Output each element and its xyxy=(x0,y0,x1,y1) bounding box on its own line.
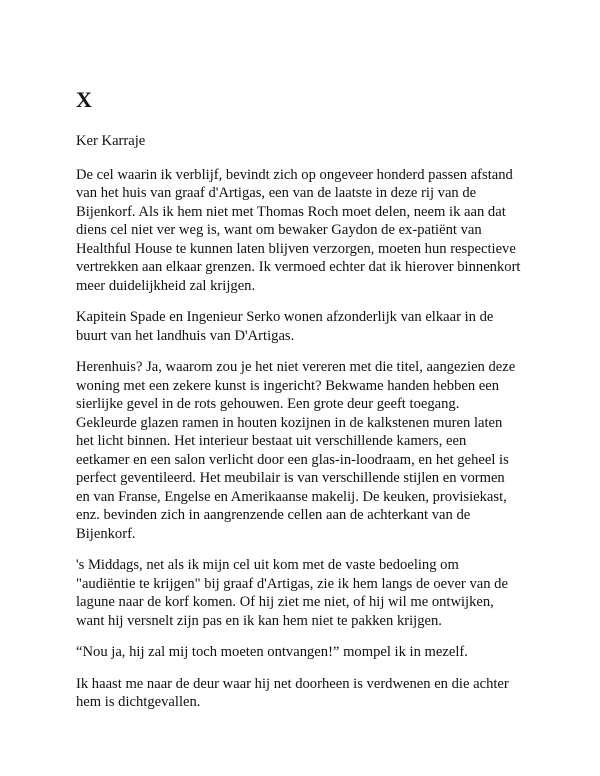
paragraph-line: eetkamer en een salon verlicht door een glas-in-loodraam, en het geheel is xyxy=(76,451,509,468)
chapter-subtitle: Ker Karraje xyxy=(76,133,146,149)
paragraph-line: want hij versnelt zijn pas en ik kan hem niet te pakken krijgen. xyxy=(76,612,442,629)
paragraph-line: van het huis van graaf d'Artigas, een van de laatste in deze rij van de xyxy=(76,185,477,201)
paragraph-line: Bijenkorf. Als ik hem niet met Thomas Roch moet delen, neem ik aan dat xyxy=(76,203,506,220)
paragraph-line: Gekleurde glazen ramen in houten kozijnen in de kalkstenen muren laten xyxy=(76,414,503,431)
paragraph-line: Kapitein Spade en Ingenieur Serko wonen afzonderlijk van elkaar in de xyxy=(76,309,494,325)
paragraph-line: Healthful House te kunnen laten blijven verzorgen, moeten hun respectieve xyxy=(76,240,516,257)
paragraph-line: Ik haast me naar de deur waar hij net doorheen is verdwenen en die achter xyxy=(76,675,509,692)
paragraph-1 xyxy=(76,166,536,296)
paragraph-line: perfect geventileerd. Het meubilair is van verschillende stijlen en vormen xyxy=(76,470,505,486)
paragraph-line: vertrekken aan elkaar grenzen. Ik vermoed echter dat ik hierover binnenkort xyxy=(76,259,521,275)
paragraph-line: lagune naar de korf komen. Of hij ziet me niet, of hij wil me ontwijken, xyxy=(76,594,494,610)
paragraph-line: sierlijke gevel in de rots gehouwen. Een grote deur geeft toegang. xyxy=(76,396,460,412)
paragraph-line: Bijenkorf. xyxy=(76,525,136,542)
paragraph-line: buurt van het landhuis van D'Artigas. xyxy=(76,327,295,344)
paragraph-line: “Nou ja, hij zal mij toch moeten ontvangen!” mompel ik in mezelf. xyxy=(76,644,468,660)
paragraph-3 xyxy=(76,358,536,543)
paragraph-5 xyxy=(76,643,536,662)
paragraph-line: het licht binnen. Het interieur bestaat uit verschillende kamers, een xyxy=(76,433,467,449)
document-body xyxy=(76,88,536,725)
paragraph-line: diens cel niet ver weg is, want om bewaker Gaydon de ex-patiënt van xyxy=(76,222,482,238)
chapter-heading: X xyxy=(76,87,92,112)
paragraph-4 xyxy=(76,556,536,630)
paragraph-line: woning met een zekere kunst is ingericht? Bekwame handen hebben een xyxy=(76,377,500,394)
paragraph-line: De cel waarin ik verblijf, bevindt zich op ongeveer honderd passen afstand xyxy=(76,166,513,183)
paragraph-line: hem is dichtgevallen. xyxy=(76,694,201,710)
paragraph-6 xyxy=(76,675,536,712)
paragraph-line: 's Middags, net als ik mijn cel uit kom met de vaste bedoeling om xyxy=(76,557,459,573)
paragraph-line: meer duidelijkheid zal krijgen. xyxy=(76,277,256,294)
paragraph-2 xyxy=(76,308,536,345)
paragraph-line: enz. bevinden zich in aangrenzende cellen aan de achterkant van de xyxy=(76,507,471,523)
paragraph-line: Herenhuis? Ja, waarom zou je het niet vereren met die titel, aangezien deze xyxy=(76,359,516,375)
paragraph-line: "audiëntie te krijgen" bij graaf d'Artigas, zie ik hem langs de oever van de xyxy=(76,575,508,592)
paragraph-line: en van Franse, Engelse en Amerikaanse makelij. De keuken, provisiekast, xyxy=(76,488,507,505)
